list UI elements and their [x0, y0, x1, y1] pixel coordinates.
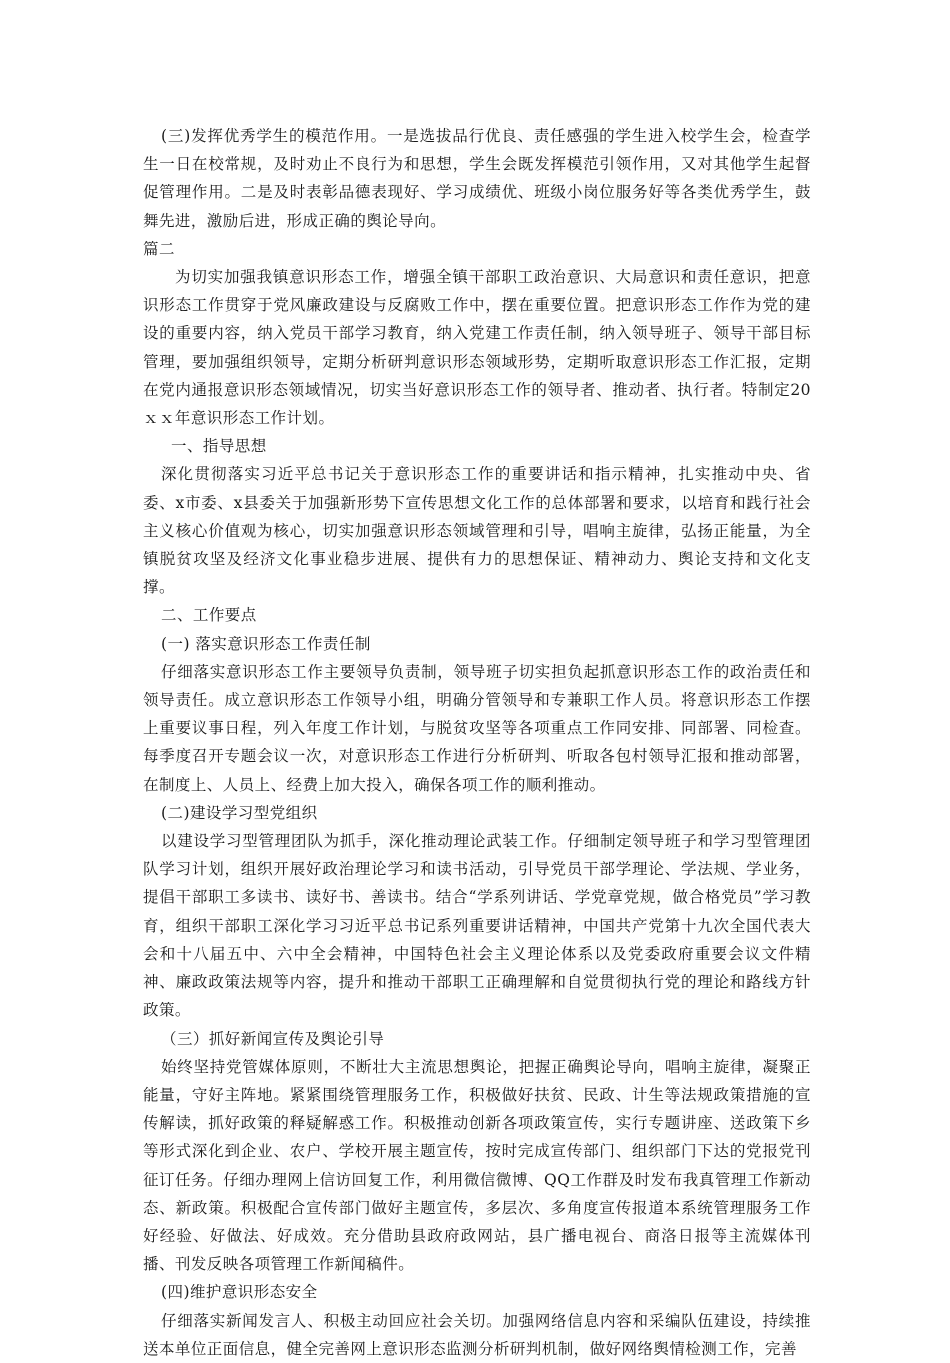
paragraph-ideology-security: 仔细落实新闻发言人、积极主动回应社会关切。加强网络信息内容和采编队伍建设，持续推送本单位正面信息，健全完善网上意识形态监测分析研判机制，做好网络舆情检测工作，完善: [143, 1311, 811, 1358]
document-body: [143, 122, 811, 1363]
subheading-ideology-security: (四)维护意识形态安全: [161, 1283, 318, 1302]
section-label: 篇二: [143, 239, 175, 258]
subheading-learning-organization: (二)建设学习型党组织: [161, 803, 318, 822]
paragraph-news-publicity: 始终坚持党管媒体原则，不断壮大主流思想舆论，把握正确舆论导向，唱响主旋律，凝聚正能量，守好主阵地。紧紧围绕管理服务工作，积极做好扶贫、民政、计生等法规政策措施的宣传解读，抓好政策的释疑解惑工作。积极推动创新各项政策宣传，实行专题讲座、送政策下乡等形式深化到企业、农户、学校开展主题宣传，按时完成宣传部门、组织部门下达的党报党刊征订任务。仔细办理网上信访回复工作，利用微信微博、QQ工作群及时发布我真管理工作新动态、新政策。积极配合宣传部门做好主题宣传，多层次、多角度宣传报道本系统管理服务工作好经验、好做法、好成效。充分借助县政府政网站，县广播电视台、商洛日报等主流媒体刊播、刊发反映各项管理工作新闻稿件。: [143, 1057, 811, 1274]
subheading-responsibility-system: (一) 落实意识形态工作责任制: [161, 634, 371, 653]
paragraph-plan-intro: 为切实加强我镇意识形态工作，增强全镇干部职工政治意识、大局意识和责任意识，把意识形态工作贯穿于党风廉政建设与反腐败工作中，摆在重要位置。把意识形态工作作为党的建设的重要内容，纳入党员干部学习教育，纳入党建工作责任制，纳入领导班子、领导干部目标管理，要加强组织领导，定期分析研判意识形态领域形势，定期听取意识形态工作汇报，定期在党内通报意识形态领域情况，切实当好意识形态工作的领导者、推动者、执行者。特制定20ｘｘ年意识形态工作计划。: [143, 268, 811, 428]
heading-work-points: 二、工作要点: [161, 606, 257, 625]
heading-guiding-ideology: 一、指导思想: [171, 437, 267, 456]
subheading-news-publicity: （三）抓好新闻宣传及舆论引导: [161, 1029, 385, 1048]
paragraph-learning-organization: 以建设学习型管理团队为抓手，深化推动理论武装工作。仔细制定领导班子和学习型管理团队学习计划，组织开展好政治理论学习和读书活动，引导党员干部学理论、学法规、学业务，提倡干部职工多读书、读好书、善读书。结合“学系列讲话、学党章党规，做合格党员”学习教育，组织干部职工深化学习习近平总书记系列重要讲话精神，中国共产党第十九次全国代表大会和十八届五中、六中全会精神，中国特色社会主义理论体系以及党委政府重要会议文件精神、廉政政策法规等内容，提升和推动干部职工正确理解和自觉贯彻执行党的理论和路线方针政策。: [143, 832, 811, 1020]
paragraph-guiding-ideology: 深化贯彻落实习近平总书记关于意识形态工作的重要讲话和指示精神，扎实推动中央、省委、x市委、x县委关于加强新形势下宣传思想文化工作的总体部署和要求，以培育和践行社会主义核心价值观为核心，切实加强意识形态领域管理和引导，唱响主旋律，弘扬正能量，为全镇脱贫攻坚及经济文化事业稳步进展、提供有力的思想保证、精神动力、舆论支持和文化支撑。: [143, 465, 811, 597]
paragraph-student-role-models: (三)发挥优秀学生的模范作用。一是选拔品行优良、责任感强的学生进入校学生会，检查学生一日在校常规，及时劝止不良行为和思想，学生会既发挥模范引领作用，又对其他学生起督促管理作用。二是及时表彰品德表现好、学习成绩优、班级小岗位服务好等各类优秀学生，鼓舞先进，激励后进，形成正确的舆论导向。: [143, 127, 811, 230]
paragraph-responsibility-system: 仔细落实意识形态工作主要领导负责制，领导班子切实担负起抓意识形态工作的政治责任和领导责任。成立意识形态工作领导小组，明确分管领导和专兼职工作人员。将意识形态工作摆上重要议事日程，列入年度工作计划，与脱贫攻坚等各项重点工作同安排、同部署、同检查。每季度召开专题会议一次，对意识形态工作进行分析研判、听取各包村领导汇报和推动部署，在制度上、人员上、经费上加大投入，确保各项工作的顺利推动。: [143, 662, 811, 794]
